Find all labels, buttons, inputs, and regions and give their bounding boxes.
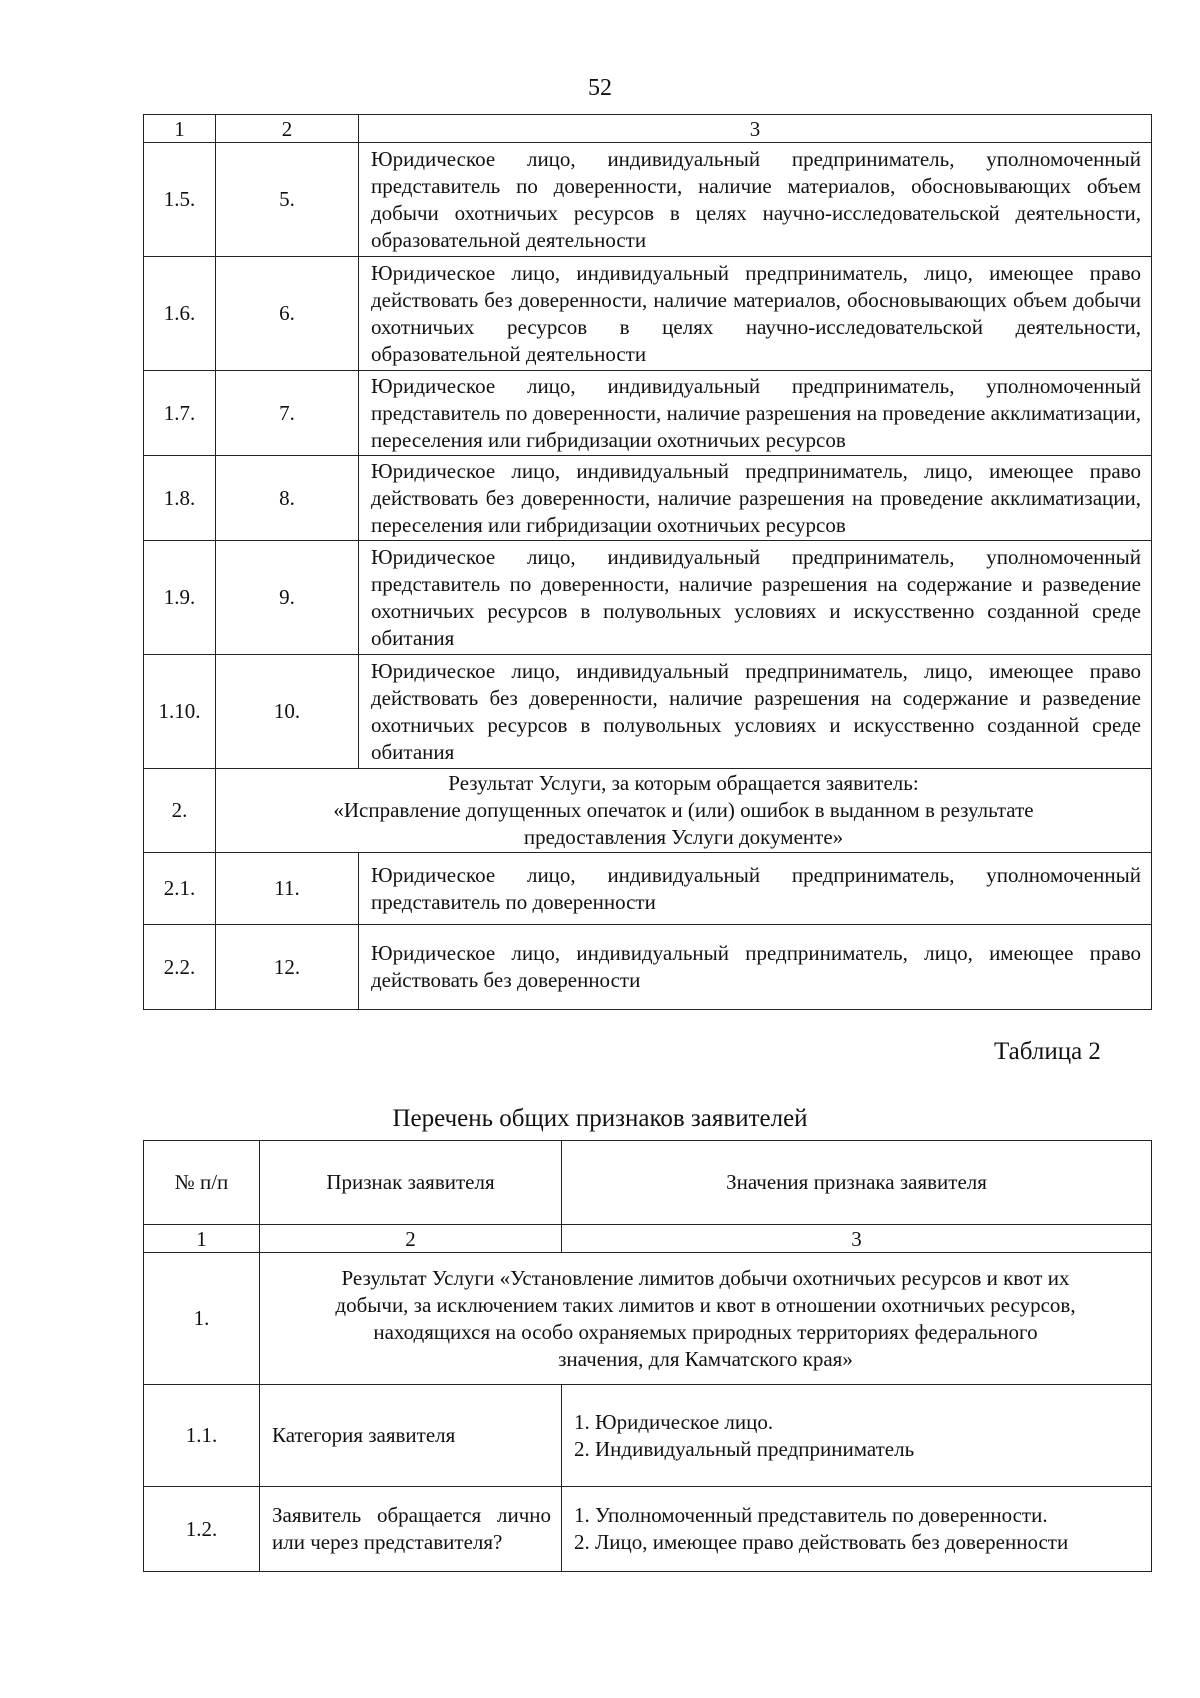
row-number: 1.9. xyxy=(144,541,216,655)
variant-number: 5. xyxy=(216,143,359,257)
feature-values xyxy=(562,1487,1152,1572)
applicant-features-table xyxy=(143,1140,1152,1572)
variant-number: 9. xyxy=(216,541,359,655)
feature-values xyxy=(562,1385,1152,1487)
section-title-line: значения, для Камчатского края» xyxy=(558,1346,853,1371)
variant-number: 12. xyxy=(216,925,359,1010)
section-row xyxy=(144,769,1152,853)
variant-number: 6. xyxy=(216,257,359,371)
section-title-line: Результат Услуги, за которым обращается заявитель: xyxy=(448,771,919,795)
table-row xyxy=(144,655,1152,769)
variant-description: Юридическое лицо, индивидуальный предприниматель, лицо, имеющее право действовать без доверенности, наличие разрешения на содержание и разведение охотничьих ресурсов в полувольных условиях и искусственно созданной среде обитания xyxy=(359,655,1152,769)
section-title-line: находящихся на особо охраняемых природных территориях федерального xyxy=(373,1319,1038,1344)
variant-description: Юридическое лицо, индивидуальный предприниматель, уполномоченный представитель по доверенности xyxy=(359,853,1152,925)
table-row xyxy=(144,371,1152,456)
section-title-line: Результат Услуги «Установление лимитов добычи охотничьих ресурсов и квот их xyxy=(341,1265,1070,1290)
row-number: 1.2. xyxy=(144,1487,260,1572)
column-header: № п/п xyxy=(144,1141,260,1225)
page-number: 52 xyxy=(588,75,612,101)
index-cell: 3 xyxy=(562,1225,1152,1253)
table-row xyxy=(144,541,1152,655)
section-title-line: добычи, за исключением таких лимитов и квот в отношении охотничьих ресурсов, xyxy=(335,1292,1076,1317)
header-cell: 2 xyxy=(216,115,359,143)
row-number: 1.10. xyxy=(144,655,216,769)
header-cell: 3 xyxy=(359,115,1152,143)
feature-value: 1. Уполномоченный представитель по доверенности. xyxy=(574,1503,1048,1527)
variant-number: 11. xyxy=(216,853,359,925)
variant-number: 10. xyxy=(216,655,359,769)
feature-value: 2. Индивидуальный предприниматель xyxy=(574,1436,915,1461)
section-title-line: предоставления Услуги документе» xyxy=(523,825,844,849)
section-title-line: «Исправление допущенных опечаток и (или) ошибок в выданном в результате xyxy=(333,798,1034,822)
table-row xyxy=(144,925,1152,1010)
variant-number: 7. xyxy=(216,371,359,456)
feature-value: 1. Юридическое лицо. xyxy=(574,1409,774,1434)
row-number: 1.8. xyxy=(144,456,216,541)
variant-description: Юридическое лицо, индивидуальный предприниматель, уполномоченный представитель по доверенности, наличие материалов, обосновывающих объем добычи охотничьих ресурсов в целях научно-исследовательской деятельности, образовательной деятельности xyxy=(359,143,1152,257)
table-row xyxy=(144,257,1152,371)
variant-number: 8. xyxy=(216,456,359,541)
table-caption: Перечень общих признаков заявителей xyxy=(392,1105,808,1132)
section-title xyxy=(216,769,1152,853)
variant-description: Юридическое лицо, индивидуальный предприниматель, лицо, имеющее право действовать без доверенности xyxy=(359,925,1152,1010)
variant-description: Юридическое лицо, индивидуальный предприниматель, уполномоченный представитель по доверенности, наличие разрешения на проведение акклиматизации, переселения или гибридизации охотничьих ресурсов xyxy=(359,371,1152,456)
row-number: 2.1. xyxy=(144,853,216,925)
variant-description: Юридическое лицо, индивидуальный предприниматель, уполномоченный представитель по доверенности, наличие разрешения на содержание и разведение охотничьих ресурсов в полувольных условиях и искусственно созданной среде обитания xyxy=(359,541,1152,655)
table-header-row xyxy=(144,115,1152,143)
row-number: 1.7. xyxy=(144,371,216,456)
variant-description: Юридическое лицо, индивидуальный предприниматель, лицо, имеющее право действовать без доверенности, наличие материалов, обосновывающих объем добычи охотничьих ресурсов в целях научно-исследовательской деятельности, образовательной деятельности xyxy=(359,257,1152,371)
feature-name: Заявитель обращается лично или через представителя? xyxy=(260,1487,562,1572)
column-header: Значения признака заявителя xyxy=(562,1141,1152,1225)
section-row xyxy=(144,1253,1152,1385)
header-cell: 1 xyxy=(144,115,216,143)
table-row xyxy=(144,143,1152,257)
column-index-row xyxy=(144,1225,1152,1253)
table-label: Таблица 2 xyxy=(994,1038,1101,1065)
row-number: 2.2. xyxy=(144,925,216,1010)
section-title xyxy=(260,1253,1152,1385)
row-number: 1.5. xyxy=(144,143,216,257)
section-number: 2. xyxy=(144,769,216,853)
column-header: Признак заявителя xyxy=(260,1141,562,1225)
index-cell: 2 xyxy=(260,1225,562,1253)
table-header-row xyxy=(144,1141,1152,1225)
table-row xyxy=(144,1385,1152,1487)
feature-value: 2. Лицо, имеющее право действовать без доверенности xyxy=(574,1530,1069,1554)
row-number: 1.6. xyxy=(144,257,216,371)
variants-table xyxy=(143,114,1152,1010)
table-row xyxy=(144,853,1152,925)
table-row xyxy=(144,456,1152,541)
section-number: 1. xyxy=(144,1253,260,1385)
table-row xyxy=(144,1487,1152,1572)
feature-name: Категория заявителя xyxy=(260,1385,562,1487)
row-number: 1.1. xyxy=(144,1385,260,1487)
index-cell: 1 xyxy=(144,1225,260,1253)
variant-description: Юридическое лицо, индивидуальный предприниматель, лицо, имеющее право действовать без доверенности, наличие разрешения на проведение акклиматизации, переселения или гибридизации охотничьих ресурсов xyxy=(359,456,1152,541)
